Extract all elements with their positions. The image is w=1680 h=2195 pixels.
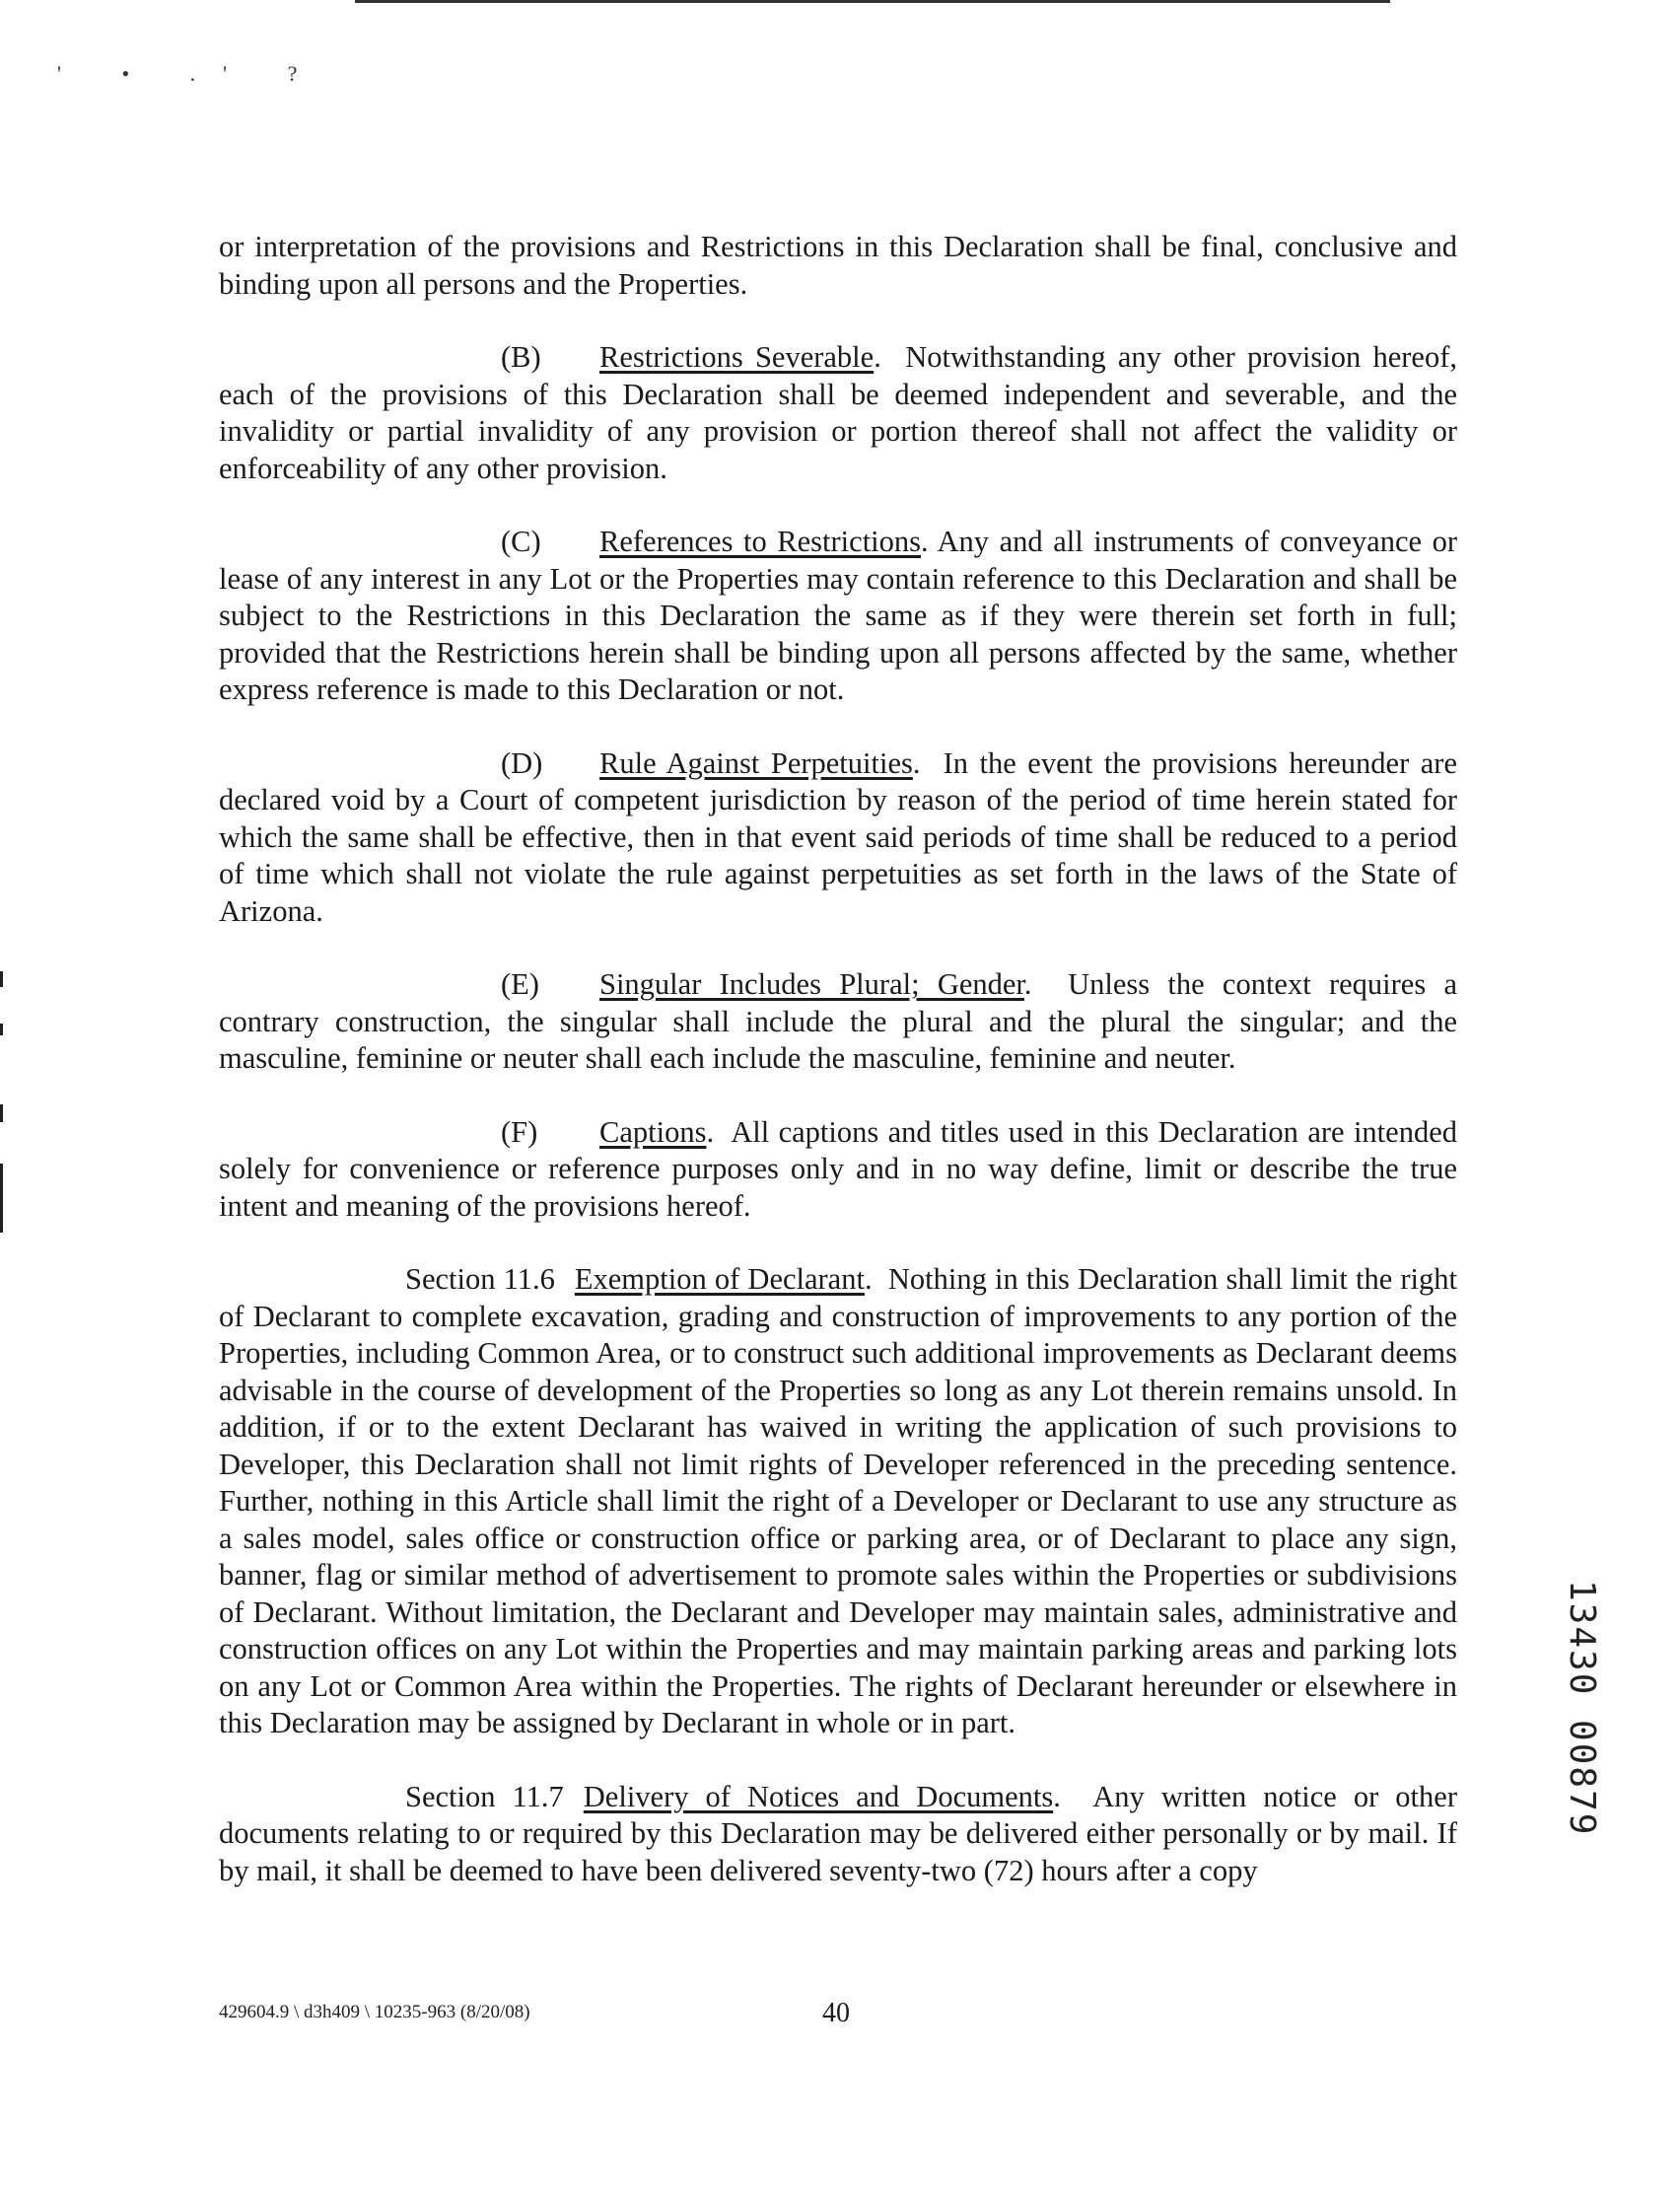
paragraph-heading: References to Restrictions	[599, 525, 922, 558]
paragraph-c: (C) References to Restrictions. Any and all instruments of conveyance or lease of any interest in any Lot or the Properties may contain reference to this Declaration and shall be subject to the Restrictions in this Declaration the same as if they were therein set forth in full; provided that the Restrictions herein shall be binding upon all persons affected by the same, whether express reference is made to this Declaration or not.	[219, 525, 1457, 706]
recording-stamp	[1562, 1580, 1642, 1846]
recording-stamp-number: 13430 00879	[1562, 1580, 1602, 1837]
section-label: Section 11.7	[405, 1779, 564, 1813]
paragraph-heading: Rule Against Perpetuities	[599, 745, 913, 780]
paragraph-text: Unless the context requires a contrary construction, the singular shall include the plural and the plural the singular; and the masculine, feminine or neuter shall each include the masculine, feminine and neuter.	[219, 967, 1457, 1075]
paragraph-label: (B)	[501, 340, 541, 374]
section-label: Section 11.6	[405, 1262, 555, 1296]
paragraph-heading: Captions	[599, 1114, 707, 1149]
section-11-6: Section 11.6 Exemption of Declarant. Nothing in this Declaration shall limit the right of Declarant to complete excavation, grading and construction of improvements to any portion of the Properties, including Common Area, or to construct such additional improvements as Declarant deems advisable in the course of development of the Properties so long as any Lot therein remains unsold. In addition, if or to the extent Declarant has waived in writing the application of such provisions to Developer, this Declaration shall not limit rights of Developer referenced in the preceding sentence. Further, nothing in this Article shall limit the right of a Developer or Declarant to use any structure as a sales model, sales office or construction office or parking area, or of Declarant to place any sign, banner, flag or similar method of advertisement to promote sales within the Properties or subdivisions of Declarant. Without limitation, the Declarant and Developer may maintain sales, administrative and construction offices on any Lot within the Properties and may maintain parking areas and parking lots on any Lot or Common Area within the Properties. The rights of Declarant hereunder or elsewhere in this Declaration may be assigned by Declarant in whole or in part.	[219, 1262, 1458, 1739]
paragraph-text: In the event the provisions hereunder are declared void by a Court of competent jurisdiction by reason of the period of time herein stated for which the same shall be effective, then in that event said periods of time shall be reduced to a period of time which shall not violate the rule against perpetuities as set forth in the laws of the State of Arizona.	[219, 745, 1458, 928]
section-11-7: Section 11.7 Delivery of Notices and Documents. Any written notice or other documents relating to or required by this Declaration may be delivered either personally or by mail. If by mail, it shall be deemed to have been delivered seventy-two (72) hours after a copy	[219, 1779, 1457, 1887]
paragraph-heading: Singular Includes Plural; Gender	[599, 967, 1024, 1001]
section-text: Any written notice or other documents relating to or required by this Declaration may be delivered either personally or by mail. If by mail, it shall be deemed to have been delivered seventy-two (72) hours after a copy	[219, 1779, 1457, 1887]
paragraph-label: (C)	[501, 525, 541, 558]
speck	[0, 1024, 3, 1035]
section-heading: Delivery of Notices and Documents	[583, 1779, 1054, 1813]
top-border-line	[355, 0, 1390, 3]
scan-artifact-marks: ' • .' ?	[57, 61, 325, 86]
continuation-paragraph	[219, 229, 1457, 303]
section-text: Nothing in this Declaration shall limit the right of Declarant to complete excavation, grading and construction of improvements to any portion of the Properties, including Common Area, or to construct such additional improvements as Declarant deems advisable in the course of development of the Properties so long as any Lot therein remains unsold. In addition, if or to the extent Declarant has waived in writing the application of such provisions to Developer, this Declaration shall not limit rights of Developer referenced in the preceding sentence. Further, nothing in this Article shall limit the right of a Developer or Declarant to use any structure as a sales model, sales office or construction office or parking area, or of Declarant to place any sign, banner, flag or similar method of advertisement to promote sales within the Properties or subdivisions of Declarant. Without limitation, the Declarant and Developer may maintain sales, administrative and construction offices on any Lot within the Properties and may maintain parking areas and parking lots on any Lot or Common Area within the Properties. The rights of Declarant hereunder or elsewhere in this Declaration may be assigned by Declarant in whole or in part.	[219, 1262, 1458, 1739]
declaration-body	[219, 229, 1457, 1926]
paragraph-label: (F)	[501, 1114, 538, 1149]
speck	[0, 971, 3, 987]
paragraph-label: (D)	[501, 745, 543, 780]
speck	[0, 1104, 3, 1122]
paragraph-text: Any and all instruments of conveyance or lease of any interest in any Lot or the Properties may contain reference to this Declaration and shall be subject to the Restrictions in this Declaration the same as if they were therein set forth in full; provided that the Restrictions herein shall be binding upon all persons affected by the same, whether express reference is made to this Declaration or not.	[219, 525, 1457, 706]
page-number: 40	[822, 1998, 850, 2028]
paragraph-text: or interpretation of the provisions and Restrictions in this Declaration shall be final, conclusive and binding upon all persons and the Properties.	[219, 230, 1457, 301]
paragraph-f: (F) Captions. All captions and titles used in this Declaration are intended solely for convenience or reference purposes only and in no way define, limit or describe the true intent and meaning of the provisions hereof.	[219, 1114, 1457, 1223]
paragraph-text: All captions and titles used in this Declaration are intended solely for convenience or reference purposes only and in no way define, limit or describe the true intent and meaning of the provisions hereof.	[219, 1114, 1457, 1223]
paragraph-label: (E)	[501, 967, 539, 1001]
paragraph-b: (B) Restrictions Severable. Notwithstanding any other provision hereof, each of the provisions of this Declaration shall be deemed independent and severable, and the invalidity or partial invalidity of any provision or portion thereof shall not affect the validity or enforceability of any other provision.	[219, 340, 1457, 485]
paragraph-d: (D) Rule Against Perpetuities. In the event the provisions hereunder are declared void by a Court of competent jurisdiction by reason of the period of time herein stated for which the same shall be effective, then in that event said periods of time shall be reduced to a period of time which shall not violate the rule against perpetuities as set forth in the laws of the State of Arizona.	[219, 745, 1458, 928]
paragraph-heading: Restrictions Severable	[599, 340, 875, 374]
footer-document-id: 429604.9 \ d3h409 \ 10235-963 (8/20/08)	[219, 2002, 530, 2022]
paragraph-e: (E) Singular Includes Plural; Gender. Unless the context requires a contrary construction, the singular shall include the plural and the plural the singular; and the masculine, feminine or neuter shall each include the masculine, feminine and neuter.	[219, 967, 1457, 1075]
paragraph-text: Notwithstanding any other provision hereof, each of the provisions of this Declaration shall be deemed independent and severable, and the invalidity or partial invalidity of any provision or portion thereof shall not affect the validity or enforceability of any other provision.	[219, 340, 1457, 485]
speck	[0, 1164, 3, 1233]
section-heading: Exemption of Declarant	[574, 1262, 865, 1296]
